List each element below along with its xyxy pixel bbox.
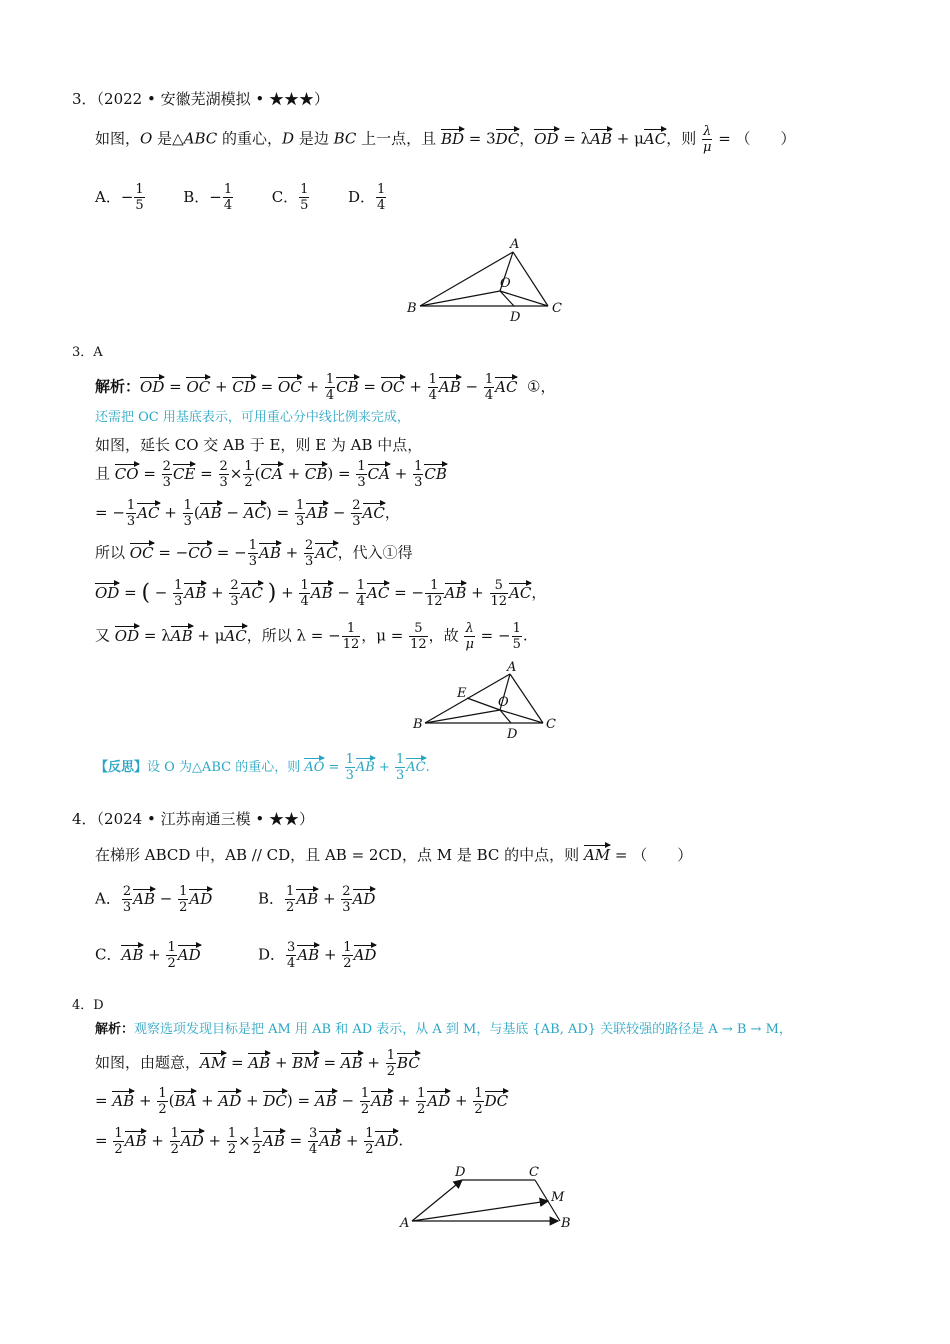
q4-note-line: 解析：观察选项发现目标是把 AM 用 AB 和 AD 表示，从 A 到 M，与基底 {AB, AD} 关联较强的路径是 A → B → M， xyxy=(95,1022,792,1037)
svg-text:O: O xyxy=(500,276,511,291)
q3-solution-figure xyxy=(405,660,565,742)
q4-option-a[interactable]: A． $\frac{2}{3}$ AB − $\frac{1}{2}$ AD xyxy=(95,884,213,915)
q3-solution-line6: OD = ( − $\frac{1}{3}$ AB + $\frac{2}{3}$ AC ) + $\frac{1}{4}$ AB − $\frac{1}{4}$ AC = − $\frac{1}{12}$ AB + $\frac{5}{12}$ AC， xyxy=(95,578,547,609)
q3-header: 3．（2022 • 安徽芜湖模拟 • ★★★） xyxy=(72,90,329,108)
svg-text:E: E xyxy=(457,686,467,701)
q3-option-b[interactable]: B．− $\frac{1}{4}$ xyxy=(183,182,233,213)
q3-solution-line1: 解析：OD = OC + CD = OC + $\frac{1}{4}$ CB = OC + $\frac{1}{4}$ AB − $\frac{1}{4}$ AC ①， xyxy=(95,372,556,403)
q3-options xyxy=(95,182,387,213)
q4-stem: 在梯形 ABCD 中，AB // CD，且 AB = 2CD，点 M 是 BC 的中点，则 AM = （ ） xyxy=(95,846,693,864)
svg-text:C: C xyxy=(546,717,556,732)
q4-figure xyxy=(395,1163,580,1235)
q3-figure xyxy=(400,236,570,326)
q3-solution-line7: 又 OD = λAB + μAC，所以 λ = − $\frac{1}{12}$ ，μ = $\frac{5}{12}$ ，故 $\frac{\lambda}{\mu}$ = − $\frac{1}{5}$ . xyxy=(95,621,528,652)
svg-text:D: D xyxy=(507,727,518,742)
q4-solution-line1: 如图，由题意，AM = AB + BM = AB + $\frac{1}{2}$ BC xyxy=(95,1048,420,1079)
svg-text:D: D xyxy=(510,310,521,325)
q4-option-b[interactable]: B． $\frac{1}{2}$ AB + $\frac{2}{3}$ AD xyxy=(258,884,376,915)
q4-option-d[interactable]: D． $\frac{3}{4}$ AB + $\frac{1}{2}$ AD xyxy=(258,940,377,971)
q3-answer: 3．A xyxy=(72,345,103,360)
q4-answer: 4．D xyxy=(72,998,104,1013)
q3-stem: 如图，O 是△ABC 的重心，D 是边 BC 上一点，且 BD = 3DC，OD = λAB + μAC，则 $\frac{\lambda}{\mu}$ = （ ） xyxy=(95,124,796,155)
q3-reflection: 【反思】设 O 为△ABC 的重心，则 AO = $\frac{1}{3}$ AB + $\frac{1}{3}$ AC. xyxy=(95,752,430,783)
svg-text:A: A xyxy=(507,660,517,675)
svg-text:B: B xyxy=(413,717,423,732)
q4-solution-line2: = AB + $\frac{1}{2}$ (BA + AD + DC) = AB − $\frac{1}{2}$ AB + $\frac{1}{2}$ AD + $\frac{1}{2}$ DC xyxy=(95,1086,509,1117)
q3-option-a[interactable]: A．− $\frac{1}{5}$ xyxy=(95,182,144,213)
q4-header: 4．（2024 • 江苏南通三模 • ★★） xyxy=(72,810,314,828)
q3-note: 还需把 OC 用基底表示，可用重心分中线比例来完成， xyxy=(95,410,410,425)
svg-text:O: O xyxy=(498,695,509,710)
q3-solution-line4: = − $\frac{1}{3}$ AC + $\frac{1}{3}$ (AB − AC) = $\frac{1}{3}$ AB − $\frac{2}{3}$ AC， xyxy=(95,498,400,529)
svg-text:D: D xyxy=(455,1165,466,1180)
q3-option-c[interactable]: C． $\frac{1}{5}$ xyxy=(271,182,309,213)
q4-option-c[interactable]: C．AB + $\frac{1}{2}$ AD xyxy=(95,940,201,971)
q3-solution-line5: 所以 OC = −CO = − $\frac{1}{3}$ AB + $\frac{2}{3}$ AC，代入①得 xyxy=(95,538,413,569)
q3-option-d[interactable]: D． $\frac{1}{4}$ xyxy=(348,182,386,213)
svg-text:A: A xyxy=(510,237,520,252)
q3-solution-line3: 且 CO = $\frac{2}{3}$ CE = $\frac{2}{3}$ × $\frac{1}{2}$ (CA + CB) = $\frac{1}{3}$ CA + $\frac{1}{3}$ CB xyxy=(95,459,447,490)
svg-text:C: C xyxy=(552,301,562,316)
q3-solution-line2: 如图，延长 CO 交 AB 于 E，则 E 为 AB 中点， xyxy=(95,436,423,454)
q4-solution-line3: = $\frac{1}{2}$ AB + $\frac{1}{2}$ AD + $\frac{1}{2}$ × $\frac{1}{2}$ AB = $\frac{3}{4}$ AB + $\frac{1}{2}$ AD. xyxy=(95,1126,404,1157)
svg-text:B: B xyxy=(561,1216,571,1231)
svg-text:C: C xyxy=(529,1165,539,1180)
svg-text:B: B xyxy=(407,301,417,316)
svg-text:A: A xyxy=(400,1216,410,1231)
svg-text:M: M xyxy=(551,1190,565,1205)
